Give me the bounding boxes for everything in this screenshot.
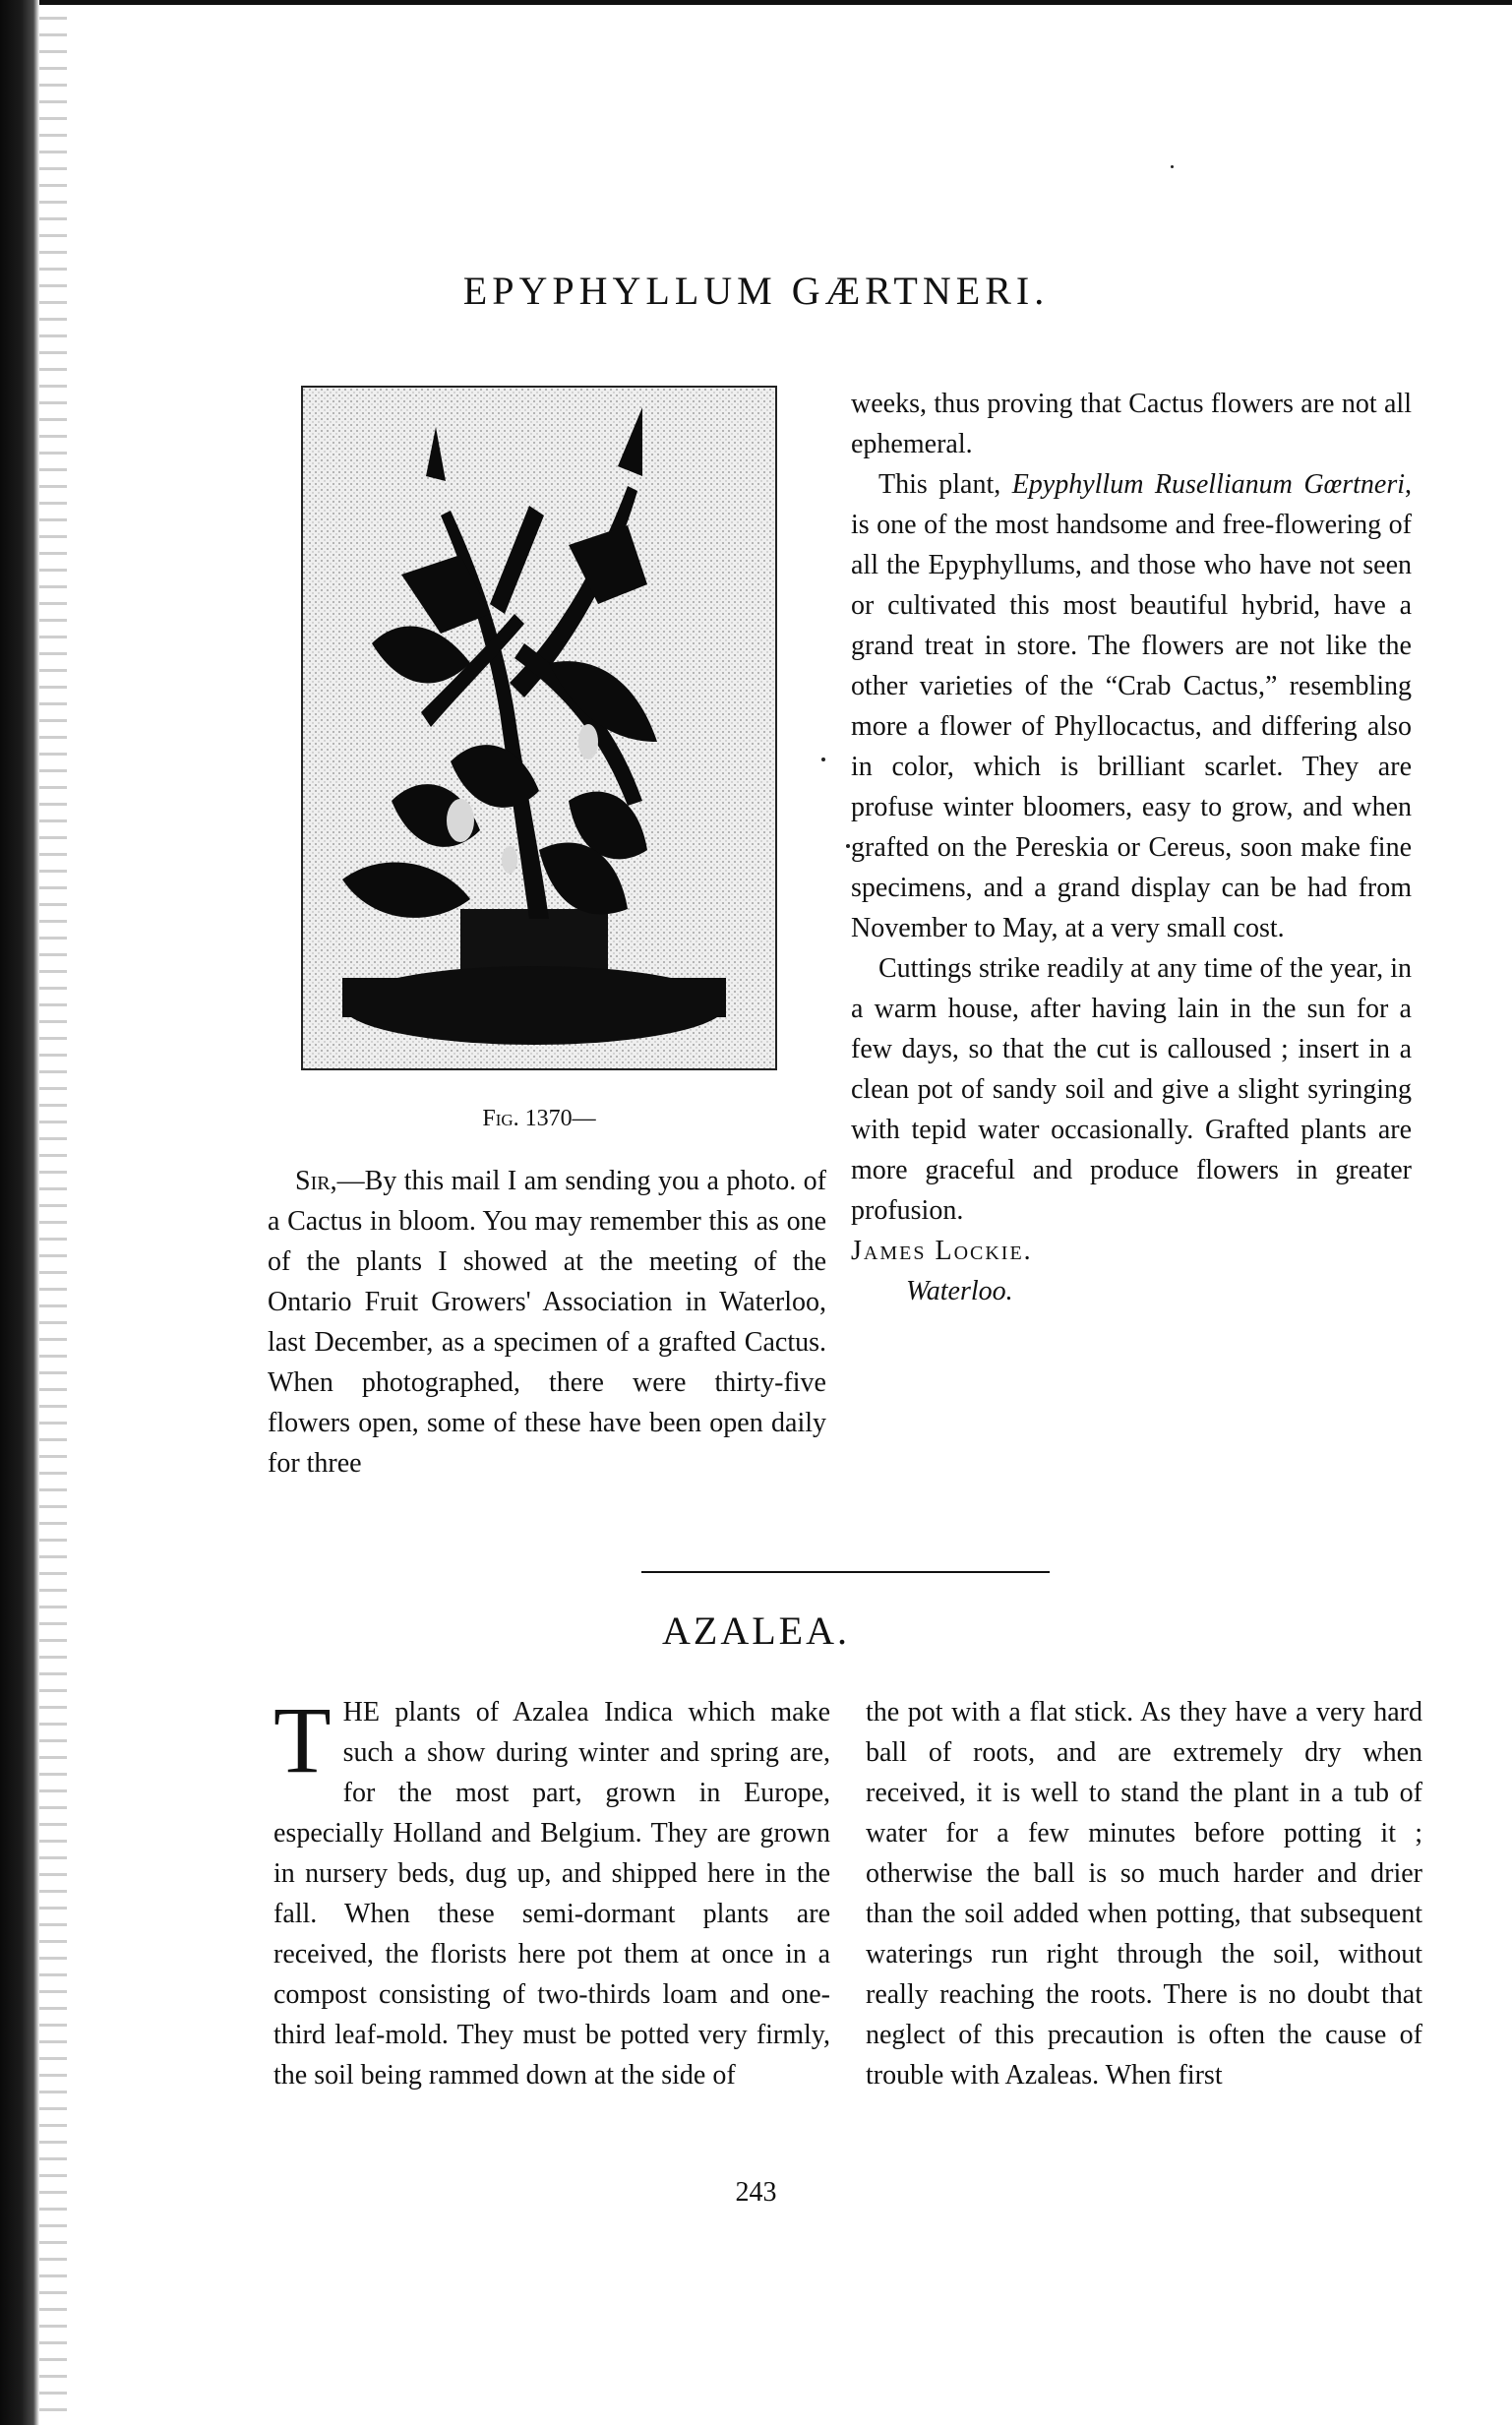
section-title: AZALEA. bbox=[662, 1608, 850, 1653]
plant-latin-name: Epyphyllum Rusellianum Gœrtneri bbox=[1011, 469, 1406, 500]
scan-speck bbox=[1171, 165, 1174, 168]
figure-caption bbox=[301, 1106, 777, 1132]
plant-description-paragraph bbox=[851, 464, 1412, 948]
author-signature: James Lockie. bbox=[851, 1236, 1033, 1266]
book-binding-edge bbox=[0, 0, 39, 2425]
azalea-right-column bbox=[866, 1692, 1422, 2095]
azalea-text-part1: HE plants of Azalea Indica which make such a show during winter and spring are, for the most part, grown in Europe, especially Holland and Belgium. They are grown in nursery beds, dug up, and shipped here in the fall. When these semi-dormant plants are received, the florists here pot them at once in a compost consisting of two-thirds loam and one-third leaf-mold. They must be potted very firmly, the soil being rammed down at the side of bbox=[273, 1697, 830, 2091]
letter-text-part1: —By this mail I am sending you a photo. of a Cactus in bloom. You may remember this as one of the plants I showed at the meeting of the Ontario Fruit Growers' Association in Waterloo, last December, as a specimen of a grafted Cactus. When photographed, there were thirty-five flowers open, some of these have been open daily for three bbox=[268, 1166, 826, 1479]
scan-speck bbox=[846, 844, 850, 848]
letter-paragraph bbox=[268, 1161, 826, 1484]
binding-texture bbox=[39, 0, 67, 2425]
azalea-text-part2: the pot with a flat stick. As they have a very hard ball of roots, and are extremely dry when received, it is well to stand the plant in a tub of water for a few minutes before potting it ; otherwise the ball is so much harder and drier than the soil added when potting, that subsequent waterings run right through the soil, without really reaching the roots. There is no doubt that neglect of this precaution is often the cause of trouble with Azaleas. When first bbox=[866, 1697, 1422, 2091]
cactus-photo bbox=[301, 386, 777, 1070]
figure-caption-abbrev: Fig. bbox=[482, 1106, 519, 1131]
letter-continuation: weeks, thus proving that Cactus flowers are not all ephemeral. bbox=[851, 389, 1412, 459]
article-title: EPYPHYLLUM GÆRTNERI. bbox=[462, 269, 1050, 313]
scan-speck bbox=[821, 758, 825, 761]
figure-caption-number: 1370— bbox=[524, 1106, 596, 1131]
para2-start: This plant, bbox=[878, 469, 1012, 500]
letter-right-column bbox=[851, 384, 1412, 1311]
cuttings-paragraph: Cuttings strike readily at any time of the year, in a warm house, after having lain in the sun for a few days, so that the cut is calloused ; insert in a clean pot of sandy soil and give a slight syringing with tepid water occasionally. Grafted plants are more graceful and produce flowers in greater profusion. bbox=[851, 953, 1412, 1226]
author-place: Waterloo. bbox=[906, 1276, 1013, 1306]
drop-cap: T bbox=[273, 1687, 332, 1792]
letter-salutation: Sir, bbox=[295, 1166, 337, 1196]
cactus-illustration bbox=[303, 388, 775, 1068]
letter-left-column bbox=[268, 1161, 826, 1484]
azalea-paragraph bbox=[273, 1687, 830, 2095]
scan-top-edge bbox=[39, 0, 1512, 5]
para2-rest: , is one of the most handsome and free-flowering of all the Epyphyllums, and those who have not seen or cultivated this most beautiful hybrid, have a grand treat in store. The flowers are not like the other varieties of the “Crab Cactus,” resembling more a flower of Phyllocactus, and differing also in color, which is brilliant scarlet. They are profuse winter bloomers, easy to grow, and when grafted on the Pereskia or Cereus, soon make fine specimens, and a grand display can be had from November to May, at a very small cost. bbox=[851, 469, 1413, 943]
page-number: 243 bbox=[735, 2177, 777, 2208]
section-divider bbox=[641, 1571, 1050, 1573]
azalea-left-column bbox=[273, 1687, 830, 2095]
